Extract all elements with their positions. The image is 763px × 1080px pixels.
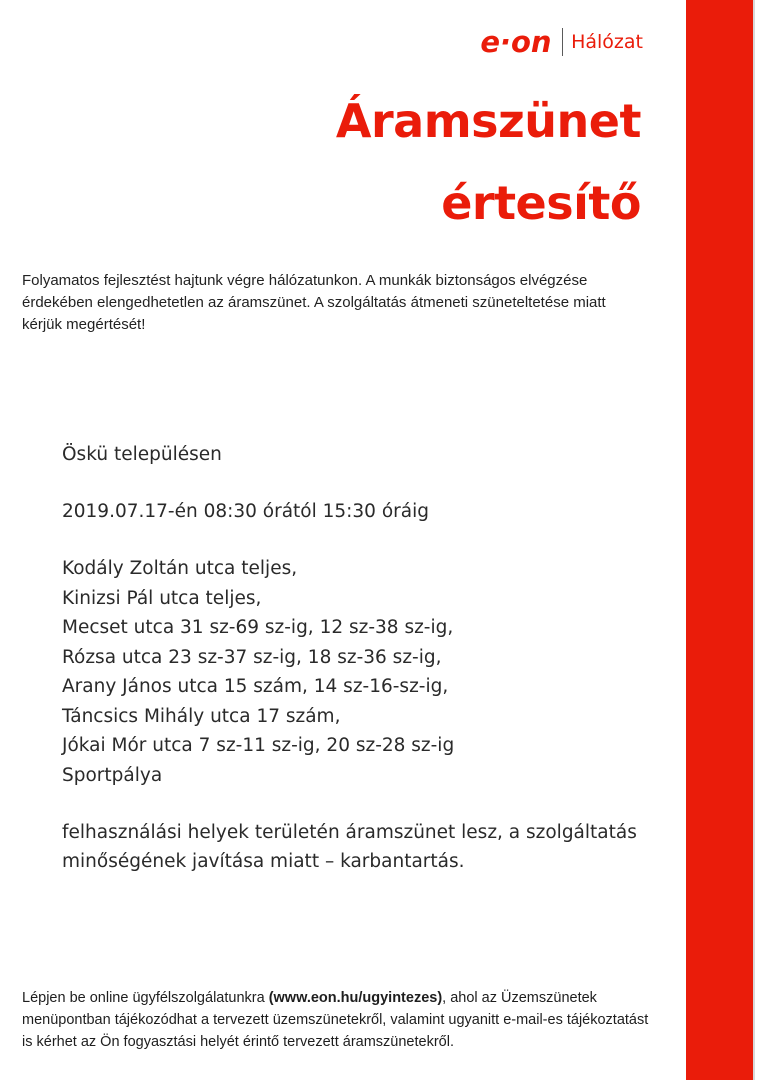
logo-subtitle: Hálózat: [571, 31, 643, 53]
footer-text-before: Lépjen be online ügyfélszolgálatunkra: [22, 990, 269, 1006]
logo-divider: [562, 28, 564, 56]
street-item: Kodály Zoltán utca teljes,: [62, 558, 298, 579]
street-item: Mecset utca 31 sz-69 sz-ig, 12 sz-38 sz-ig,: [62, 617, 454, 638]
intro-paragraph: Folyamatos fejlesztést hajtunk végre hálózatunkon. A munkák biztonságos elvégzése érdekében elengedhetetlen az áramszünet. A szolgáltatás átmeneti szüneteltetése miatt kérjük megértését!: [22, 272, 606, 333]
street-item: Jókai Mór utca 7 sz-11 sz-ig, 20 sz-28 sz-ig: [62, 735, 455, 756]
title-line-1: Áramszünet: [335, 94, 641, 148]
street-item: Arany János utca 15 szám, 14 sz-16-sz-ig,: [62, 676, 449, 697]
page-title: [336, 80, 641, 244]
outage-location: Öskü településen: [62, 444, 222, 465]
page-edge: [753, 0, 755, 1080]
street-item: Sportpálya: [62, 764, 163, 786]
eon-logo: [480, 22, 643, 62]
street-item: Rózsa utca 23 sz-37 sz-ig, 18 sz-36 sz-ig,: [62, 646, 442, 668]
outage-notice: [62, 440, 672, 876]
street-item: Táncsics Mihály utca 17 szám,: [62, 705, 341, 727]
footer-link[interactable]: (www.eon.hu/ugyintezes): [268, 990, 443, 1006]
eon-logo-mark: e·on: [480, 25, 552, 59]
footer-paragraph: [22, 987, 652, 1053]
footer-text-after: , ahol az Üzemszünetek menüpontban tájékozódhat a tervezett üzemszünetekről, valamint ugyanitt e-mail-es tájékoztatást is kérhet az Ön fogyasztási helyét érintő tervezett áramszünetekről.: [22, 990, 649, 1050]
title-line-2: értesítő: [441, 176, 641, 230]
outage-outcome: felhasználási helyek területén áramszünet lesz, a szolgáltatás minőségének javítása miatt – karbantartás.: [62, 822, 637, 872]
red-side-band: [686, 0, 753, 1080]
street-item: Kinizsi Pál utca teljes,: [62, 587, 262, 609]
street-list: [62, 554, 672, 790]
outage-datetime: 2019.07.17-én 08:30 órától 15:30 óráig: [62, 501, 429, 522]
